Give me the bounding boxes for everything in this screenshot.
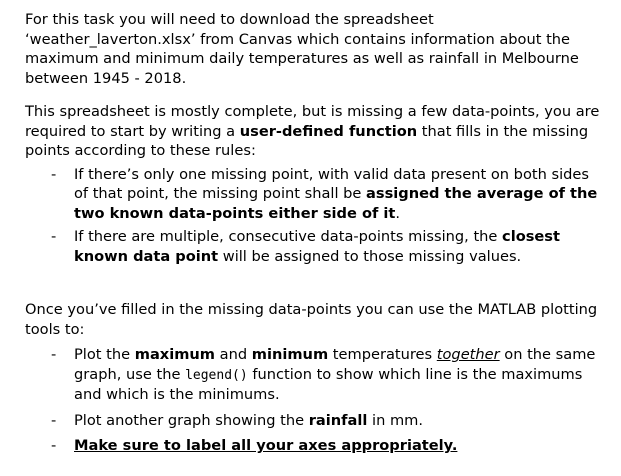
plotting-intro-paragraph: Once you’ve filled in the missing data-points you can use the MATLAB plotting tools to:	[25, 301, 598, 338]
together-emphasis: together	[436, 346, 500, 363]
legend-code: legend()	[185, 367, 248, 383]
list-item: - Plot another graph showing the rainfall in mm.	[25, 411, 605, 431]
tasks-list	[25, 345, 605, 456]
label-axes-reminder: Make sure to label all your axes appropriately.	[74, 437, 458, 454]
list-item: - If there are multiple, consecutive data-points missing, the closest known data point will be assigned to those missing values.	[25, 227, 605, 266]
intro-line-1: For this task you will need to download the spreadsheet	[25, 11, 434, 28]
assignment-document	[25, 10, 605, 456]
intro-paragraph	[25, 10, 605, 88]
intro-line-3: maximum and minimum daily temperatures as well as rainfall in Melbourne	[25, 50, 579, 67]
user-defined-function-emphasis: user-defined function	[239, 122, 418, 140]
intro-line-4: between 1945 - 2018.	[25, 69, 187, 87]
list-item: - Plot the maximum and minimum temperatures together on the same graph, use the legend() function to show which line is the maximums and which is the minimums.	[25, 345, 605, 405]
rules-intro-paragraph: This spreadsheet is mostly complete, but is missing a few data-points, you are required to start by writing a user-defined function that fills in the missing points according to these rules:	[25, 103, 600, 159]
rules-list	[25, 165, 605, 267]
intro-line-2: ‘weather_laverton.xlsx’ from Canvas which contains information about the	[25, 30, 571, 48]
list-item: - If there’s only one missing point, with valid data present on both sides of that point, the missing point shall be assigned the average of the two known data-points either side of it.	[25, 165, 605, 224]
list-item	[25, 436, 605, 456]
